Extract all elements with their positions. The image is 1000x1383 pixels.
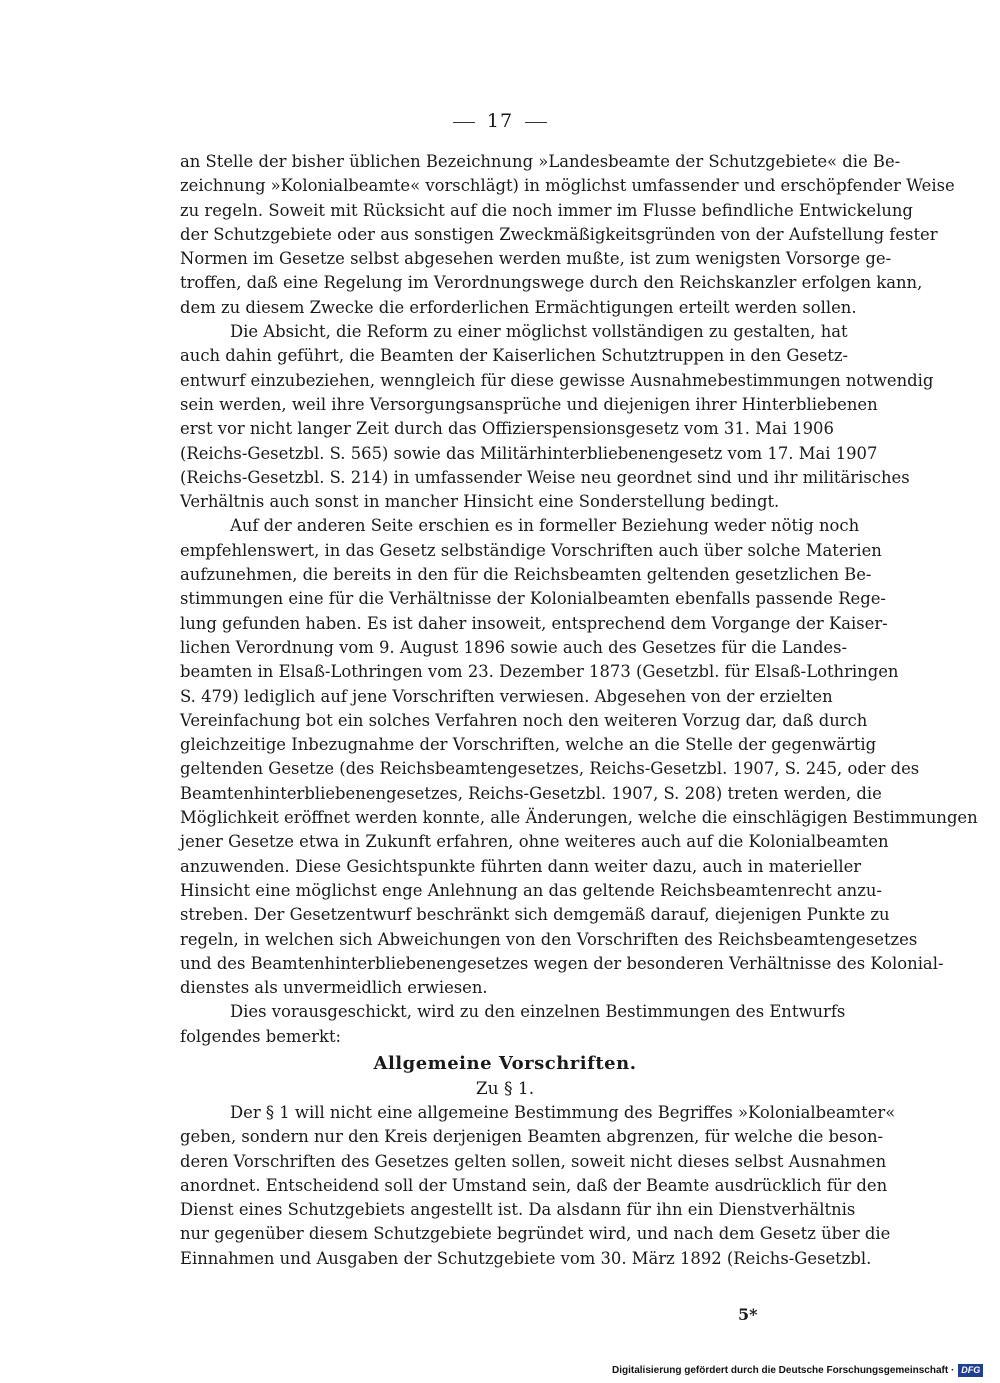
text-line: Verhältnis auch sonst in mancher Hinsicht eine Sonderstellung bedingt.	[180, 492, 780, 512]
text-line: nur gegenüber diesem Schutzgebiete begründet wird, und nach dem Gesetz über die	[180, 1224, 891, 1244]
text-line: zeichnung »Kolonialbeamte« vorschlägt) in möglichst umfassender und erschöpfender Weise	[180, 176, 955, 196]
text-line: (Reichs-Gesetzbl. S. 214) in umfassender Weise neu geordnet sind und ihr militärisches	[180, 467, 910, 487]
section-heading: Allgemeine Vorschriften.	[373, 1052, 637, 1074]
text-line: anordnet. Entscheidend soll der Umstand sein, daß der Beamte ausdrücklich für den	[180, 1175, 888, 1195]
text-line: empfehlenswert, in das Gesetz selbständige Vorschriften auch über solche Materien	[180, 540, 882, 560]
text-line: Möglichkeit eröffnet werden konnte, alle Änderungen, welche die einschlägigen Bestimmungen	[180, 808, 978, 828]
text-line: lichen Verordnung vom 9. August 1896 sowie auch des Gesetzes für die Landes-	[180, 637, 848, 657]
document-body	[180, 150, 978, 1271]
text-line: dienstes als unvermeidlich erwiesen.	[180, 978, 488, 998]
text-line: Die Absicht, die Reform zu einer möglichst vollständigen zu gestalten, hat	[230, 322, 848, 342]
text-line: jener Gesetze etwa in Zukunft erfahren, ohne weiteres auch auf die Kolonialbeamten	[180, 832, 889, 852]
text-line: Auf der anderen Seite erschien es in formeller Beziehung weder nötig noch	[230, 516, 860, 536]
text-line: streben. Der Gesetzentwurf beschränkt sich demgemäß darauf, diejenigen Punkte zu	[180, 905, 890, 925]
text-line: Einnahmen und Ausgaben der Schutzgebiete vom 30. März 1892 (Reichs-Gesetzbl.	[180, 1248, 872, 1268]
page-number-value: 17	[486, 110, 514, 132]
text-line: geltenden Gesetze (des Reichsbeamtengesetzes, Reichs-Gesetzbl. 1907, S. 245, oder des	[180, 759, 920, 779]
paragraph	[180, 320, 934, 514]
text-line: Dienst eines Schutzgebiets angestellt ist. Da alsdann für ihn ein Dienstverhältnis	[180, 1200, 856, 1220]
text-line: troffen, daß eine Regelung im Verordnungswege durch den Reichskanzler erfolgen kann,	[180, 273, 923, 293]
text-line: Vereinfachung bot ein solches Verfahren noch den weiteren Vorzug dar, daß durch	[180, 710, 868, 730]
text-line: entwurf einzubeziehen, wenngleich für diese gewisse Ausnahmebestimmungen notwendig	[180, 370, 934, 390]
text-line: Dies vorausgeschickt, wird zu den einzelnen Bestimmungen des Entwurfs	[230, 1002, 846, 1022]
text-line: gleichzeitige Inbezugnahme der Vorschriften, welche an die Stelle der gegenwärtig	[180, 735, 877, 755]
text-line: Normen im Gesetze selbst abgesehen werden mußte, ist zum wenigsten Vorsorge ge-	[180, 249, 892, 269]
text-line: stimmungen eine für die Verhältnisse der Kolonialbeamten ebenfalls passende Rege-	[180, 589, 886, 609]
text-line: erst vor nicht langer Zeit durch das Offizierspensionsgesetz vom 31. Mai 1906	[180, 419, 834, 439]
text-line: sein werden, weil ihre Versorgungsansprüche und diejenigen ihrer Hinterbliebenen	[180, 394, 878, 414]
text-line: auch dahin geführt, die Beamten der Kaiserlichen Schutztruppen in den Gesetz-	[180, 346, 849, 366]
paragraph	[180, 1101, 896, 1271]
paragraph	[180, 1000, 846, 1049]
text-line: Beamtenhinterbliebenengesetzes, Reichs-Gesetzbl. 1907, S. 208) treten werden, die	[180, 783, 882, 803]
text-line: beamten in Elsaß-Lothringen vom 23. Dezember 1873 (Gesetzbl. für Elsaß-Lothringen	[180, 662, 899, 682]
text-line: an Stelle der bisher üblichen Bezeichnung »Landesbeamte der Schutzgebiete« die Be-	[180, 152, 901, 171]
text-line: dem zu diesem Zwecke die erforderlichen Ermächtigungen erteilt werden sollen.	[180, 297, 857, 317]
text-line: aufzunehmen, die bereits in den für die Reichsbeamten geltenden gesetzlichen Be-	[180, 565, 872, 585]
text-line: folgendes bemerkt:	[180, 1026, 342, 1046]
text-line: (Reichs-Gesetzbl. S. 565) sowie das Militärhinterbliebenengesetz vom 17. Mai 1907	[180, 443, 878, 463]
page-number-dash-left	[453, 122, 475, 123]
footer	[612, 1364, 983, 1377]
text-line: Hinsicht eine möglichst enge Anlehnung an das geltende Reichsbeamtenrecht anzu-	[180, 880, 882, 900]
text-line: der Schutzgebiete oder aus sonstigen Zweckmäßigkeitsgründen von der Aufstellung fester	[180, 224, 938, 244]
text-line: und des Beamtenhinterbliebenengesetzes wegen der besonderen Verhältnisse des Kolonial-	[180, 953, 944, 973]
text-line: zu regeln. Soweit mit Rücksicht auf die noch immer im Flusse befindliche Entwickelung	[180, 200, 913, 220]
dfg-logo: DFG	[958, 1364, 983, 1377]
text-line: anzuwenden. Diese Gesichtspunkte führten dann weiter dazu, auch in materieller	[180, 856, 862, 876]
footer-text: Digitalisierung gefördert durch die Deutsche Forschungsgemeinschaft ·	[612, 1365, 955, 1377]
text-line: deren Vorschriften des Gesetzes gelten sollen, soweit nicht dieses selbst Ausnahmen	[180, 1151, 887, 1171]
text-line: Der § 1 will nicht eine allgemeine Bestimmung des Begriffes »Kolonialbeamter«	[230, 1102, 896, 1122]
section-subheading: Zu § 1.	[475, 1078, 535, 1099]
text-line: geben, sondern nur den Kreis derjenigen Beamten abgrenzen, für welche die beson-	[180, 1127, 884, 1147]
page-number	[0, 110, 1000, 132]
page-number-dash-right	[525, 122, 547, 123]
text-line: regeln, in welchen sich Abweichungen von den Vorschriften des Reichsbeamtengesetzes	[180, 929, 918, 949]
signature-mark: 5*	[738, 1305, 758, 1324]
text-line: S. 479) lediglich auf jene Vorschriften verwiesen. Abgesehen von der erzielten	[180, 686, 833, 706]
text-line: lung gefunden haben. Es ist daher insoweit, entsprechend dem Vorgange der Kaiser-	[180, 613, 888, 633]
paragraph	[180, 150, 955, 320]
paragraph	[180, 514, 978, 1000]
